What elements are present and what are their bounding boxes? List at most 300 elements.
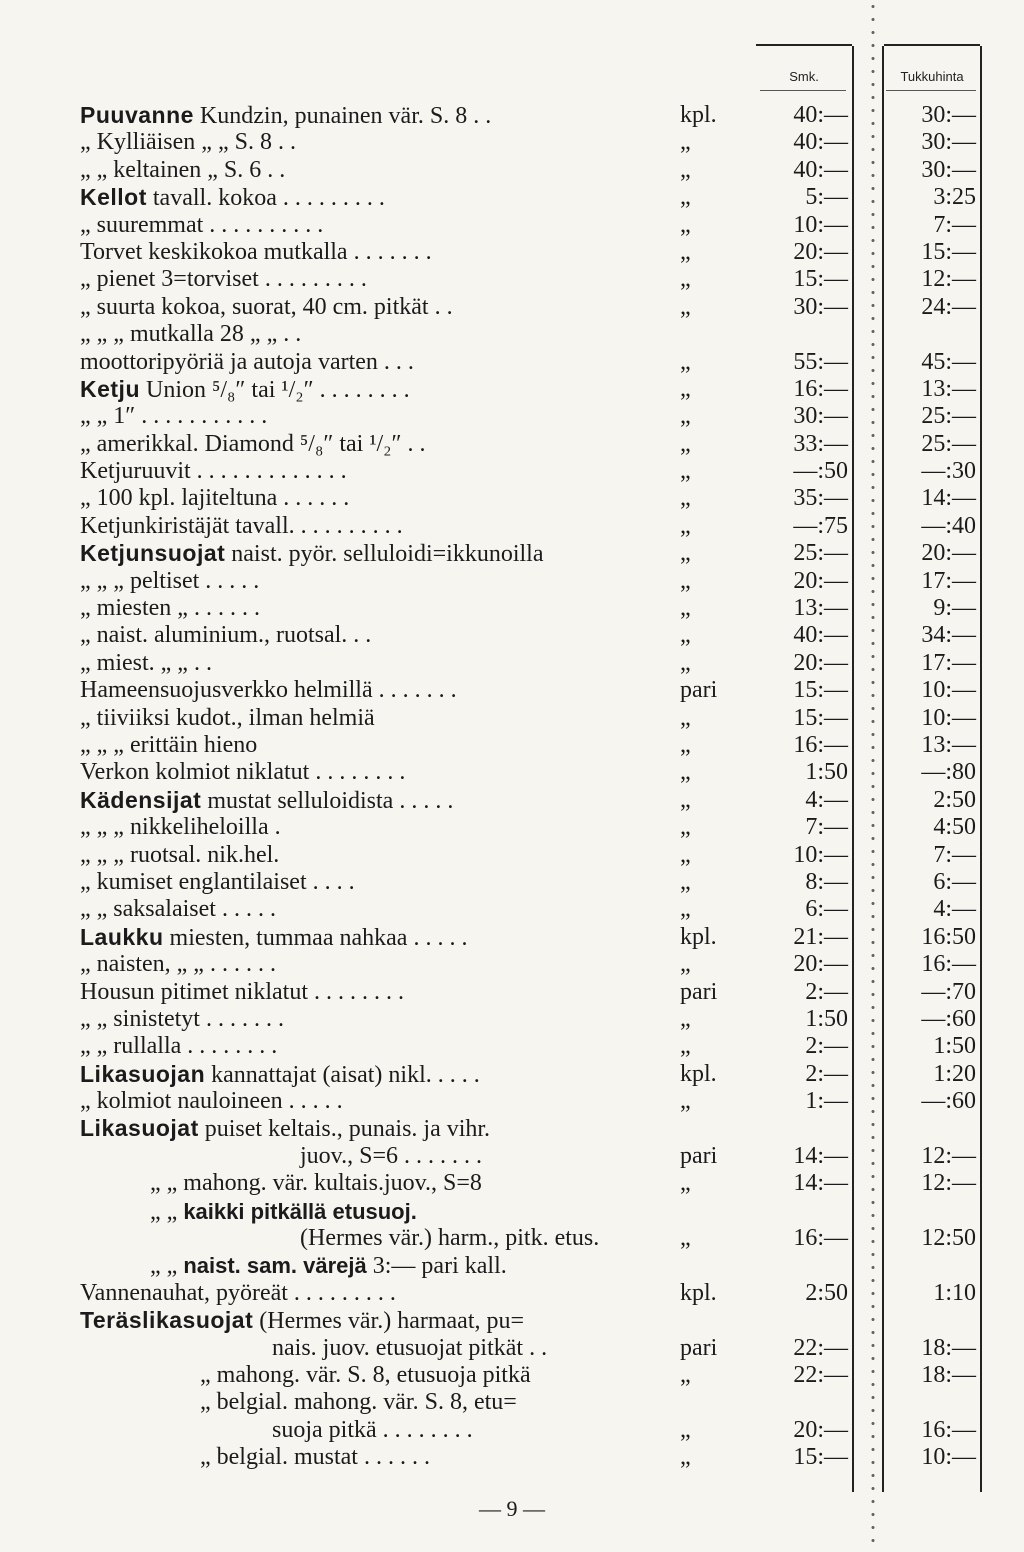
price-row bbox=[0, 239, 1024, 266]
item-description bbox=[300, 1143, 482, 1170]
item-unit: „ bbox=[680, 348, 691, 375]
price-tukkuhinta: 13:— bbox=[921, 731, 976, 758]
item-text: miesten, tummaa nahkaa . . . . . bbox=[163, 924, 468, 951]
item-text: „ miesten „ . . . . . . bbox=[80, 595, 260, 622]
item-description bbox=[200, 1362, 531, 1389]
item-description bbox=[80, 842, 279, 869]
item-heading: Kädensijat bbox=[80, 786, 202, 813]
price-row bbox=[0, 595, 1024, 622]
price-row bbox=[0, 622, 1024, 649]
item-text: Torvet keskikokoa mutkalla . . . . . . . bbox=[80, 238, 432, 265]
price-smk: 30:— bbox=[793, 293, 848, 320]
item-description bbox=[200, 1444, 430, 1471]
column-header-smk bbox=[756, 44, 852, 90]
item-text: Hameensuojusverkko helmillä . . . . . . . bbox=[80, 677, 457, 704]
price-row bbox=[0, 1389, 1024, 1416]
price-tukkuhinta: 12:50 bbox=[921, 1225, 976, 1252]
price-smk: 22:— bbox=[793, 1334, 848, 1361]
item-unit: „ bbox=[680, 458, 691, 485]
price-tukkuhinta: 1:50 bbox=[933, 1033, 976, 1060]
item-description bbox=[80, 732, 257, 759]
item-description bbox=[80, 1280, 396, 1307]
item-description bbox=[80, 129, 296, 156]
item-heading: Teräslikasuojat bbox=[80, 1307, 254, 1334]
price-smk: 40:— bbox=[793, 622, 848, 649]
item-description bbox=[150, 1252, 507, 1280]
price-row bbox=[0, 1362, 1024, 1389]
item-text: juov., S=6 . . . . . . . bbox=[300, 1142, 482, 1169]
price-row bbox=[0, 458, 1024, 485]
price-row bbox=[0, 924, 1024, 951]
item-heading: Puuvanne bbox=[80, 102, 194, 128]
item-heading: Laukku bbox=[80, 923, 164, 950]
price-tukkuhinta: 12:— bbox=[921, 266, 976, 293]
item-unit: „ bbox=[680, 512, 691, 539]
price-row bbox=[0, 184, 1024, 211]
price-smk: 15:— bbox=[793, 677, 848, 704]
item-description bbox=[80, 869, 355, 896]
price-row bbox=[0, 759, 1024, 786]
price-smk: —:50 bbox=[793, 458, 848, 485]
price-smk: 40:— bbox=[793, 102, 848, 128]
item-unit: „ bbox=[680, 951, 691, 978]
price-list bbox=[0, 102, 1024, 1472]
item-text: tavall. kokoa . . . . . . . . . bbox=[146, 185, 385, 212]
price-tukkuhinta: 17:— bbox=[921, 567, 976, 594]
price-tukkuhinta: 1:10 bbox=[933, 1279, 976, 1306]
item-text: „ „ „ nikkeliheloilla . bbox=[80, 814, 281, 841]
item-description bbox=[80, 759, 405, 786]
item-text: Union ⁵/₈″ tai ¹/₂″ . . . . . . . . bbox=[140, 376, 410, 403]
item-description bbox=[80, 349, 414, 376]
price-tukkuhinta: 30:— bbox=[921, 156, 976, 183]
price-row bbox=[0, 677, 1024, 704]
price-smk: 33:— bbox=[793, 430, 848, 457]
item-text: „ „ „ mutkalla 28 „ „ . . bbox=[80, 321, 302, 348]
header-rule bbox=[760, 90, 846, 91]
price-tukkuhinta: 17:— bbox=[921, 649, 976, 676]
price-smk: 15:— bbox=[793, 1444, 848, 1471]
item-text: (Hermes vär.) harm., pitk. etus. bbox=[300, 1225, 600, 1252]
item-description bbox=[80, 924, 467, 952]
price-smk: 16:— bbox=[793, 1225, 848, 1252]
item-text: Housun pitimet niklatut . . . . . . . . bbox=[80, 978, 404, 1005]
price-row bbox=[0, 349, 1024, 376]
item-text: „ „ keltainen „ S. 6 . . bbox=[80, 156, 286, 183]
price-tukkuhinta: 10:— bbox=[921, 677, 976, 704]
item-description bbox=[80, 787, 453, 815]
price-row bbox=[0, 842, 1024, 869]
item-unit: pari bbox=[680, 1142, 718, 1169]
price-row bbox=[0, 212, 1024, 239]
item-text: „ „ rullalla . . . . . . . . bbox=[80, 1033, 278, 1060]
item-unit: „ bbox=[680, 1088, 691, 1115]
price-row bbox=[0, 129, 1024, 156]
item-unit: „ bbox=[680, 841, 691, 868]
price-tukkuhinta: 30:— bbox=[921, 129, 976, 156]
item-unit: „ bbox=[680, 129, 691, 156]
price-tukkuhinta: 13:— bbox=[921, 375, 976, 402]
item-heading: Likasuojat bbox=[80, 1115, 199, 1142]
item-text: nais. juov. etusuojat pitkät . . bbox=[272, 1334, 548, 1361]
price-smk: 20:— bbox=[793, 567, 848, 594]
item-text: „ „ „ erittäin hieno bbox=[80, 731, 258, 758]
price-tukkuhinta: 10:— bbox=[921, 704, 976, 731]
price-smk: 1:50 bbox=[805, 759, 848, 786]
price-smk: 10:— bbox=[793, 841, 848, 868]
price-tukkuhinta: 12:— bbox=[921, 1142, 976, 1169]
item-description bbox=[80, 705, 375, 732]
item-unit: pari bbox=[680, 677, 718, 704]
price-row bbox=[0, 431, 1024, 458]
item-unit: pari bbox=[680, 978, 718, 1005]
item-text: Kundzin, punainen vär. S. 8 . . bbox=[193, 103, 492, 129]
price-smk: 20:— bbox=[793, 1416, 848, 1443]
item-text: „ naist. aluminium., ruotsal. . . bbox=[80, 622, 372, 649]
price-smk: 40:— bbox=[793, 156, 848, 183]
item-text-suffix: 3:— pari kall. bbox=[366, 1253, 507, 1280]
price-row bbox=[0, 102, 1024, 129]
price-tukkuhinta: 16:— bbox=[921, 951, 976, 978]
item-text: „ Kylliäisen „ „ S. 8 . . bbox=[80, 129, 296, 156]
price-smk: 13:— bbox=[793, 595, 848, 622]
item-text: „ „ bbox=[150, 1253, 184, 1280]
price-tukkuhinta: 45:— bbox=[921, 348, 976, 375]
price-row bbox=[0, 1444, 1024, 1471]
item-text: „ „ sinistetyt . . . . . . . bbox=[80, 1005, 284, 1032]
item-description bbox=[272, 1335, 547, 1362]
price-row bbox=[0, 1170, 1024, 1197]
item-unit: „ bbox=[680, 896, 691, 923]
item-description bbox=[150, 1198, 417, 1226]
price-row bbox=[0, 869, 1024, 896]
price-tukkuhinta: 16:— bbox=[921, 1416, 976, 1443]
item-description bbox=[80, 677, 457, 704]
price-smk: 21:— bbox=[793, 923, 848, 950]
item-description bbox=[80, 184, 385, 212]
price-tukkuhinta: 25:— bbox=[921, 430, 976, 457]
price-row bbox=[0, 485, 1024, 512]
item-unit: „ bbox=[680, 266, 691, 293]
page-number: — 9 — bbox=[479, 1496, 545, 1521]
price-smk: 2:50 bbox=[805, 1279, 848, 1306]
item-text: „ „ bbox=[150, 1198, 184, 1225]
price-smk: 14:— bbox=[793, 1170, 848, 1197]
price-tukkuhinta: 16:50 bbox=[921, 923, 976, 950]
price-tukkuhinta: 3:25 bbox=[933, 184, 976, 211]
price-smk: 5:— bbox=[805, 184, 848, 211]
item-description bbox=[80, 650, 212, 677]
price-row bbox=[0, 1417, 1024, 1444]
item-unit: kpl. bbox=[680, 1279, 717, 1306]
item-unit: kpl. bbox=[680, 923, 717, 950]
price-row bbox=[0, 1006, 1024, 1033]
item-description bbox=[150, 1170, 482, 1197]
item-description bbox=[300, 1225, 599, 1252]
item-unit: „ bbox=[680, 293, 691, 320]
item-text: „ mahong. vär. S. 8, etusuoja pitkä bbox=[200, 1361, 531, 1388]
price-smk: 15:— bbox=[793, 704, 848, 731]
item-unit: „ bbox=[680, 156, 691, 183]
price-row bbox=[0, 896, 1024, 923]
price-smk: 20:— bbox=[793, 238, 848, 265]
price-row bbox=[0, 951, 1024, 978]
price-row bbox=[0, 403, 1024, 430]
item-description bbox=[80, 540, 543, 568]
item-bold-text: kaikki pitkällä etusuoj. bbox=[183, 1198, 417, 1224]
price-tukkuhinta: 18:— bbox=[921, 1361, 976, 1388]
item-description bbox=[80, 321, 301, 348]
price-smk: 2:— bbox=[805, 1060, 848, 1087]
price-tukkuhinta: 10:— bbox=[921, 1444, 976, 1471]
price-row bbox=[0, 1033, 1024, 1060]
item-unit: „ bbox=[680, 540, 691, 567]
item-text: kannattajat (aisat) nikl. . . . . bbox=[205, 1061, 480, 1088]
item-description bbox=[272, 1417, 473, 1444]
price-row bbox=[0, 540, 1024, 567]
item-description bbox=[80, 1088, 343, 1115]
item-unit: pari bbox=[680, 1334, 718, 1361]
item-text: puiset keltais., punais. ja vihr. bbox=[198, 1116, 491, 1143]
price-row bbox=[0, 814, 1024, 841]
item-unit: „ bbox=[680, 1005, 691, 1032]
price-smk: 20:— bbox=[793, 649, 848, 676]
item-unit: „ bbox=[680, 567, 691, 594]
price-row bbox=[0, 1115, 1024, 1142]
item-description bbox=[80, 1307, 524, 1335]
price-smk: —:75 bbox=[793, 512, 848, 539]
price-tukkuhinta: 18:— bbox=[921, 1334, 976, 1361]
item-heading: Kellot bbox=[80, 184, 147, 211]
price-tukkuhinta: 4:— bbox=[933, 896, 976, 923]
price-tukkuhinta: —:30 bbox=[921, 458, 976, 485]
price-row bbox=[0, 1252, 1024, 1279]
price-smk: 22:— bbox=[793, 1361, 848, 1388]
price-row bbox=[0, 1280, 1024, 1307]
price-row bbox=[0, 1198, 1024, 1225]
item-description bbox=[80, 513, 403, 540]
item-text: „ kumiset englantilaiset . . . . bbox=[80, 868, 355, 895]
item-heading: Ketjunsuojat bbox=[80, 540, 226, 567]
item-unit: „ bbox=[680, 184, 691, 211]
column-header-smk-label: Smk. bbox=[789, 69, 819, 84]
item-description bbox=[80, 431, 426, 458]
item-unit: „ bbox=[680, 238, 691, 265]
price-tukkuhinta: 34:— bbox=[921, 622, 976, 649]
item-heading: Ketju bbox=[80, 375, 140, 402]
item-text: „ „ „ ruotsal. nik.hel. bbox=[80, 841, 280, 868]
item-text: (Hermes vär.) harmaat, pu= bbox=[253, 1308, 525, 1335]
item-description bbox=[80, 239, 432, 266]
item-text: „ tiiviiksi kudot., ilman helmiä bbox=[80, 704, 375, 731]
price-row bbox=[0, 321, 1024, 348]
price-tukkuhinta: 7:— bbox=[933, 841, 976, 868]
item-description bbox=[80, 376, 410, 404]
item-description bbox=[80, 458, 347, 485]
price-row bbox=[0, 1335, 1024, 1362]
price-row bbox=[0, 294, 1024, 321]
item-description bbox=[80, 622, 371, 649]
item-description bbox=[80, 979, 404, 1006]
item-unit: „ bbox=[680, 759, 691, 786]
price-tukkuhinta: 1:20 bbox=[933, 1060, 976, 1087]
item-description bbox=[80, 951, 276, 978]
item-description bbox=[80, 1115, 490, 1143]
item-text: „ suuremmat . . . . . . . . . . bbox=[80, 211, 324, 238]
item-unit: „ bbox=[680, 786, 691, 813]
price-row bbox=[0, 266, 1024, 293]
item-description bbox=[80, 568, 259, 595]
item-text: „ „ mahong. vär. kultais.juov., S=8 bbox=[150, 1170, 482, 1197]
item-unit: „ bbox=[680, 1170, 691, 1197]
item-description bbox=[80, 485, 349, 512]
item-text: Ketjuruuvit . . . . . . . . . . . . . bbox=[80, 458, 347, 485]
item-text: mustat selluloidista . . . . . bbox=[201, 787, 454, 814]
item-unit: „ bbox=[680, 1416, 691, 1443]
item-description bbox=[80, 266, 367, 293]
price-smk: 14:— bbox=[793, 1142, 848, 1169]
price-smk: 35:— bbox=[793, 485, 848, 512]
item-unit: „ bbox=[680, 731, 691, 758]
item-heading: Likasuojan bbox=[80, 1060, 206, 1087]
item-description bbox=[80, 102, 491, 130]
item-unit: kpl. bbox=[680, 102, 717, 128]
item-text: „ pienet 3=torviset . . . . . . . . . bbox=[80, 266, 367, 293]
item-text: Ketjunkiristäjät tavall. . . . . . . . . . bbox=[80, 512, 403, 539]
header-rule bbox=[886, 90, 976, 91]
item-description bbox=[200, 1389, 517, 1416]
price-smk: 55:— bbox=[793, 348, 848, 375]
item-text: moottoripyöriä ja autoja varten . . . bbox=[80, 348, 414, 375]
price-row bbox=[0, 568, 1024, 595]
item-unit: „ bbox=[680, 868, 691, 895]
price-tukkuhinta: 20:— bbox=[921, 540, 976, 567]
column-header-tukkuhinta-label: Tukkuhinta bbox=[900, 69, 964, 84]
item-unit: „ bbox=[680, 622, 691, 649]
price-smk: 1:50 bbox=[805, 1005, 848, 1032]
price-smk: 20:— bbox=[793, 951, 848, 978]
price-smk: 1:— bbox=[805, 1088, 848, 1115]
price-row bbox=[0, 732, 1024, 759]
item-unit: „ bbox=[680, 485, 691, 512]
item-text: „ kolmiot nauloineen . . . . . bbox=[80, 1088, 343, 1115]
item-text: „ suurta kokoa, suorat, 40 cm. pitkät . . bbox=[80, 293, 453, 320]
item-unit: „ bbox=[680, 211, 691, 238]
price-smk: 25:— bbox=[793, 540, 848, 567]
item-text: „ belgial. mahong. vär. S. 8, etu= bbox=[200, 1389, 517, 1416]
price-tukkuhinta: 4:50 bbox=[933, 814, 976, 841]
price-smk: 6:— bbox=[805, 896, 848, 923]
price-smk: 4:— bbox=[805, 786, 848, 813]
price-smk: 7:— bbox=[805, 814, 848, 841]
item-unit: „ bbox=[680, 704, 691, 731]
price-tukkuhinta: —:40 bbox=[921, 512, 976, 539]
item-unit: „ bbox=[680, 430, 691, 457]
price-tukkuhinta: 30:— bbox=[921, 102, 976, 128]
item-text: „ belgial. mustat . . . . . . bbox=[200, 1444, 430, 1471]
price-smk: 16:— bbox=[793, 375, 848, 402]
item-text: „ 100 kpl. lajiteltuna . . . . . . bbox=[80, 485, 350, 512]
item-description bbox=[80, 1061, 480, 1089]
item-unit: „ bbox=[680, 814, 691, 841]
price-smk: 8:— bbox=[805, 868, 848, 895]
item-text: Verkon kolmiot niklatut . . . . . . . . bbox=[80, 759, 406, 786]
price-tukkuhinta: —:60 bbox=[921, 1088, 976, 1115]
item-unit: kpl. bbox=[680, 1060, 717, 1087]
price-smk: 40:— bbox=[793, 129, 848, 156]
price-tukkuhinta: 24:— bbox=[921, 293, 976, 320]
item-text: „ naisten, „ „ . . . . . . bbox=[80, 951, 276, 978]
price-tukkuhinta: 6:— bbox=[933, 868, 976, 895]
item-bold-text: naist. sam. värejä bbox=[183, 1253, 367, 1279]
price-row bbox=[0, 376, 1024, 403]
price-tukkuhinta: 15:— bbox=[921, 238, 976, 265]
item-unit: „ bbox=[680, 403, 691, 430]
price-row bbox=[0, 979, 1024, 1006]
price-smk: 15:— bbox=[793, 266, 848, 293]
item-unit: „ bbox=[680, 1361, 691, 1388]
column-header-tukkuhinta bbox=[884, 44, 980, 90]
price-tukkuhinta: 2:50 bbox=[933, 786, 976, 813]
price-smk: 2:— bbox=[805, 1033, 848, 1060]
item-description bbox=[80, 403, 267, 430]
price-tukkuhinta: —:60 bbox=[921, 1005, 976, 1032]
price-tukkuhinta: 25:— bbox=[921, 403, 976, 430]
item-unit: „ bbox=[680, 375, 691, 402]
item-text: Vannenauhat, pyöreät . . . . . . . . . bbox=[80, 1279, 396, 1306]
price-row bbox=[0, 787, 1024, 814]
item-unit: „ bbox=[680, 1444, 691, 1471]
item-text: suoja pitkä . . . . . . . . bbox=[272, 1416, 473, 1443]
item-description bbox=[80, 212, 323, 239]
item-unit: „ bbox=[680, 649, 691, 676]
price-tukkuhinta: —:70 bbox=[921, 978, 976, 1005]
item-unit: „ bbox=[680, 1033, 691, 1060]
price-tukkuhinta: 7:— bbox=[933, 211, 976, 238]
price-row bbox=[0, 1225, 1024, 1252]
item-description bbox=[80, 1033, 277, 1060]
item-description bbox=[80, 595, 260, 622]
price-row bbox=[0, 157, 1024, 184]
price-row bbox=[0, 513, 1024, 540]
item-text: „ „ „ peltiset . . . . . bbox=[80, 567, 260, 594]
price-tukkuhinta: 9:— bbox=[933, 595, 976, 622]
price-row bbox=[0, 1061, 1024, 1088]
item-description bbox=[80, 157, 285, 184]
price-row bbox=[0, 1143, 1024, 1170]
item-description bbox=[80, 814, 281, 841]
item-description bbox=[80, 294, 453, 321]
item-unit: „ bbox=[680, 595, 691, 622]
price-row bbox=[0, 650, 1024, 677]
price-smk: 16:— bbox=[793, 731, 848, 758]
item-text: „ „ 1″ . . . . . . . . . . . bbox=[80, 403, 268, 430]
item-text: „ amerikkal. Diamond ⁵/₈″ tai ¹/₂″ . . bbox=[80, 430, 426, 457]
item-text: naist. pyör. selluloidi=ikkunoilla bbox=[225, 541, 544, 568]
price-row bbox=[0, 705, 1024, 732]
item-description bbox=[80, 1006, 284, 1033]
item-description bbox=[80, 896, 276, 923]
item-text: „ miest. „ „ . . bbox=[80, 649, 212, 676]
item-text: „ „ saksalaiset . . . . . bbox=[80, 896, 276, 923]
price-tukkuhinta: 12:— bbox=[921, 1170, 976, 1197]
price-smk: 10:— bbox=[793, 211, 848, 238]
item-unit: „ bbox=[680, 1225, 691, 1252]
price-row bbox=[0, 1307, 1024, 1334]
price-tukkuhinta: —:80 bbox=[921, 759, 976, 786]
price-row bbox=[0, 1088, 1024, 1115]
price-smk: 30:— bbox=[793, 403, 848, 430]
